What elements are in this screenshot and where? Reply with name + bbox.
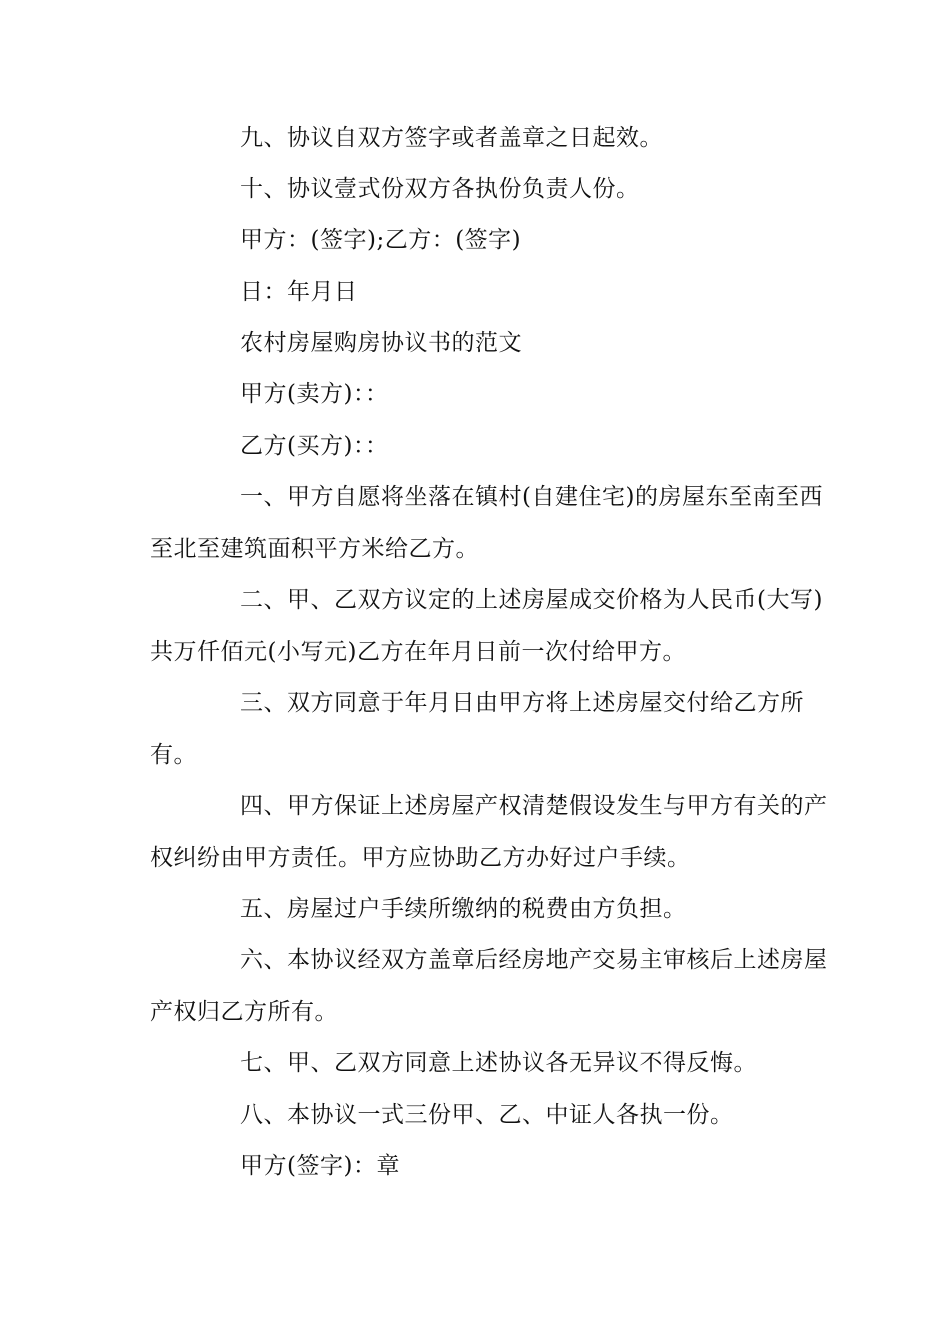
section-title: 农村房屋购房协议书的范文 xyxy=(240,330,522,356)
clause-eight: 八、本协议一式三份甲、乙、中证人各执一份。 xyxy=(240,1102,734,1128)
clause-seven: 七、甲、乙双方同意上述协议各无异议不得反悔。 xyxy=(240,1050,757,1076)
clause-four-line-2: 权纠纷由甲方责任。甲方应协助乙方办好过户手续。 xyxy=(150,845,691,871)
signature-line: 甲方：(签字);乙方：(签字) xyxy=(240,227,522,253)
clause-three-line-2: 有。 xyxy=(150,742,197,768)
clause-ten: 十、协议壹式份双方各执份负责人份。 xyxy=(240,176,640,202)
party-a-signature: 甲方(签字)：章 xyxy=(240,1153,400,1179)
party-b-buyer: 乙方(买方)：： xyxy=(240,433,389,459)
clause-six-line-2: 产权归乙方所有。 xyxy=(150,999,338,1025)
clause-six-line-1: 六、本协议经双方盖章后经房地产交易主审核后上述房屋 xyxy=(240,947,828,973)
clause-two-line-1: 二、甲、乙双方议定的上述房屋成交价格为人民币(大写) xyxy=(240,587,823,613)
clause-nine: 九、协议自双方签字或者盖章之日起效。 xyxy=(240,125,663,151)
clause-one-line-2: 至北至建筑面积平方米给乙方。 xyxy=(150,536,479,562)
clause-three-line-1: 三、双方同意于年月日由甲方将上述房屋交付给乙方所 xyxy=(240,690,804,716)
clause-five: 五、房屋过户手续所缴纳的税费由方负担。 xyxy=(240,896,687,922)
clause-two-line-2: 共万仟佰元(小写元)乙方在年月日前一次付给甲方。 xyxy=(150,639,686,665)
date-line: 日：年月日 xyxy=(240,279,358,305)
clause-one-line-1: 一、甲方自愿将坐落在镇村(自建住宅)的房屋东至南至西 xyxy=(240,484,823,510)
party-a-seller: 甲方(卖方)：： xyxy=(240,381,389,407)
clause-four-line-1: 四、甲方保证上述房屋产权清楚假设发生与甲方有关的产 xyxy=(240,793,828,819)
